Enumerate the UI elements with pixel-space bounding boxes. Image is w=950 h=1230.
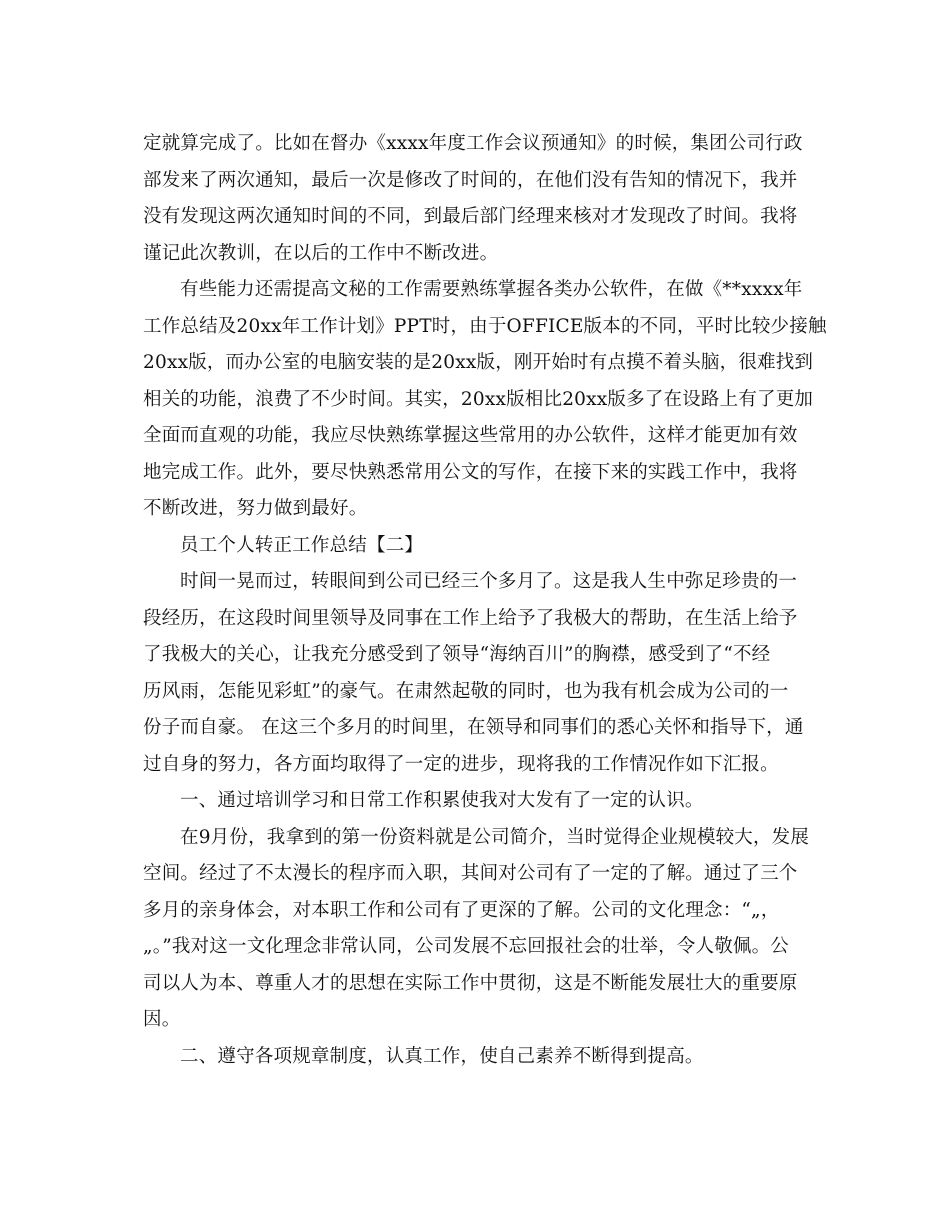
text-line: 谨记此次教训，在以后的工作中不断改进。 bbox=[143, 242, 499, 264]
text-line: 历风雨，怎能见彩虹”的豪气。在肃然起敬的同时，也为我有机会成为公司的一 bbox=[143, 680, 789, 702]
text-line: 员工个人转正工作总结【二】 bbox=[180, 534, 424, 556]
text-line: 过自身的努力，各方面均取得了一定的进步，现将我的工作情况作如下汇报。 bbox=[143, 753, 779, 775]
text-line: 二、遵守各项规章制度，认真工作，使自己素养不断得到提高。 bbox=[180, 1045, 704, 1067]
text-line: 不断改进，努力做到最好。 bbox=[143, 498, 368, 519]
document-body bbox=[143, 126, 827, 1075]
text-line: 在9月份，我拿到的第一份资料就是公司简介，当时觉得企业规模较大，发展 bbox=[180, 826, 810, 848]
text-line: 空间。经过了不太漫长的程序而入职，其间对公司有了一定的了解。通过了三个 bbox=[143, 863, 798, 884]
text-line: 段经历，在这段时间里领导及同事在工作上给予了我极大的帮助，在生活上给予 bbox=[143, 607, 798, 629]
text-line: 全面而直观的功能，我应尽快熟练掌握这些常用的办公软件，这样才能更加有效 bbox=[143, 425, 798, 446]
text-line: 因。 bbox=[143, 1009, 181, 1030]
text-line: 有些能力还需提高文秘的工作需要熟练掌握各类办公软件，在做《**xxxx年 bbox=[180, 279, 803, 300]
text-line: 多月的亲身体会，对本职工作和公司有了更深的了解。公司的文化理念：“„， bbox=[143, 899, 780, 921]
text-line: 时间一晃而过，转眼间到公司已经三个多月了。这是我人生中弥足珍贵的一 bbox=[180, 571, 798, 592]
text-line: 份子而自豪。 在这三个多月的时间里，在领导和同事们的悉心关怀和指导下，通 bbox=[143, 717, 804, 738]
text-line: 工作总结及20xx年工作计划》PPT时，由于OFFICE版本的不同，平时比较少接触 bbox=[143, 315, 827, 337]
text-line: 地完成工作。此外，要尽快熟悉常用公文的写作，在接下来的实践工作中，我将 bbox=[143, 461, 798, 483]
text-line: „。”我对这一文化理念非常认同，公司发展不忘回报社会的壮举，令人敬佩。公 bbox=[143, 936, 789, 957]
text-line: 相关的功能，浪费了不少时间。其实，20xx版相比20xx版多了在设路上有了更加 bbox=[143, 388, 814, 410]
text-line: 一、通过培训学习和日常工作积累使我对大发有了一定的认识。 bbox=[180, 790, 704, 811]
text-line: 没有发现这两次通知时间的不同，到最后部门经理来核对才发现改了时间。我将 bbox=[143, 206, 798, 227]
text-line: 司以人为本、尊重人才的思想在实际工作中贯彻，这是不断能发展壮大的重要原 bbox=[143, 972, 798, 994]
text-line: 20xx版，而办公室的电脑安装的是20xx版，刚开始时有点摸不着头脑，很难找到 bbox=[143, 352, 814, 373]
text-line: 定就算完成了。比如在督办《xxxx年度工作会议预通知》的时候，集团公司行政 bbox=[143, 133, 803, 154]
text-line: 了我极大的关心，让我充分感受到了领导“海纳百川”的胸襟，感受到了“不经 bbox=[143, 644, 771, 665]
text-line: 部发来了两次通知，最后一次是修改了时间的，在他们没有告知的情况下，我并 bbox=[143, 169, 798, 191]
